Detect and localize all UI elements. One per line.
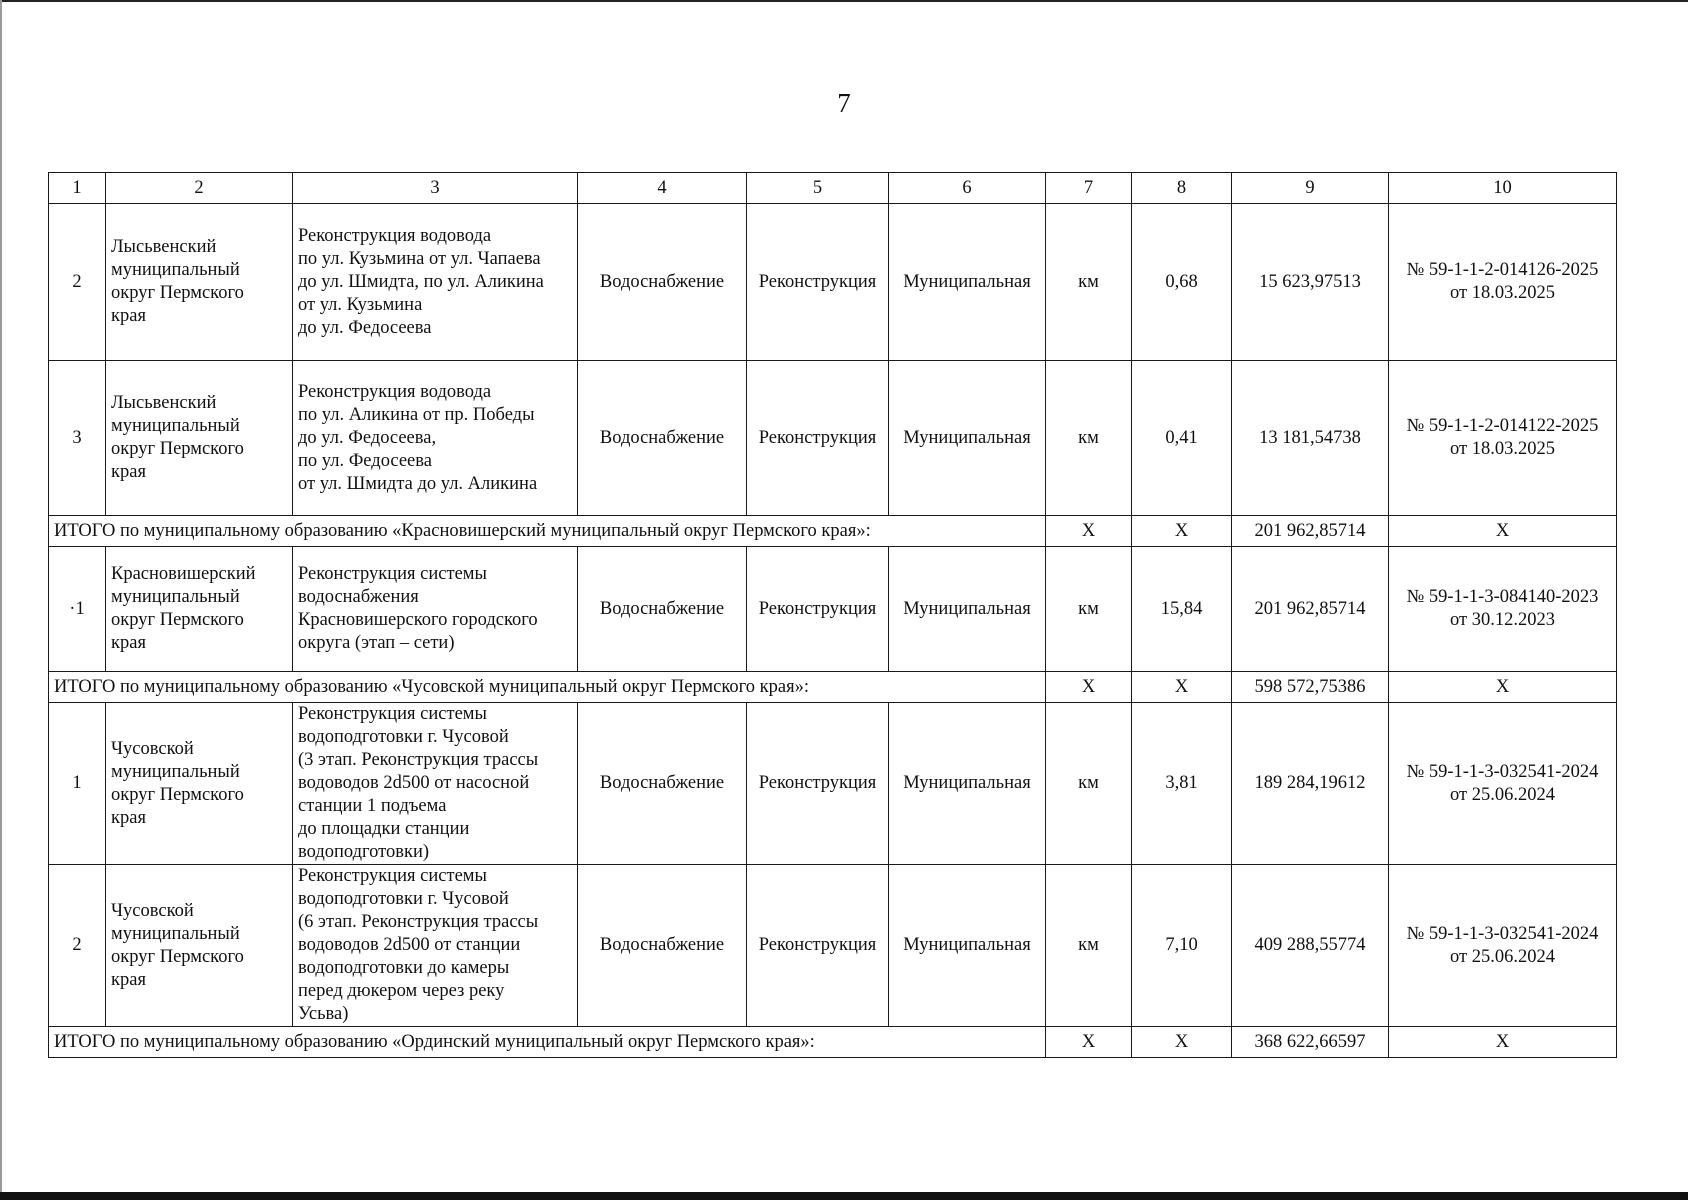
scan-edge-left xyxy=(0,0,2,1200)
district-cell: Чусовской муниципальный округ Пермского края xyxy=(106,865,293,1027)
cost-cell: 13 181,54738 xyxy=(1232,361,1389,516)
document-cell: № 59-1-1-3-032541-2024 от 25.06.2024 xyxy=(1389,865,1617,1027)
column-header-10: 10 xyxy=(1389,173,1617,204)
work-type-cell: Реконструкция xyxy=(747,547,889,672)
total-label: ИТОГО по муниципальному образованию «Чусовской муниципальный округ Пермского края»: xyxy=(49,672,1046,703)
total-col-7: X xyxy=(1046,1027,1132,1058)
ownership-cell: Муниципальная xyxy=(889,703,1046,865)
sector-cell: Водоснабжение xyxy=(578,361,747,516)
unit-cell: км xyxy=(1046,204,1132,361)
total-cost: 368 622,66597 xyxy=(1232,1027,1389,1058)
row-number: 1 xyxy=(49,703,106,865)
unit-cell: км xyxy=(1046,547,1132,672)
column-header-9: 9 xyxy=(1232,173,1389,204)
document-cell: № 59-1-1-2-014126-2025 от 18.03.2025 xyxy=(1389,204,1617,361)
unit-cell: км xyxy=(1046,361,1132,516)
cost-cell: 201 962,85714 xyxy=(1232,547,1389,672)
total-label: ИТОГО по муниципальному образованию «Ординский муниципальный округ Пермского края»: xyxy=(49,1027,1046,1058)
row-number: ·1 xyxy=(49,547,106,672)
column-header-8: 8 xyxy=(1132,173,1232,204)
column-header-4: 4 xyxy=(578,173,747,204)
object-cell: Реконструкция водовода по ул. Кузьмина от ул. Чапаева до ул. Шмидта, по ул. Аликина от ул. Кузьмина до ул. Федосеева xyxy=(293,204,578,361)
document-cell: № 59-1-1-3-084140-2023 от 30.12.2023 xyxy=(1389,547,1617,672)
ownership-cell: Муниципальная xyxy=(889,865,1046,1027)
work-type-cell: Реконструкция xyxy=(747,865,889,1027)
sector-cell: Водоснабжение xyxy=(578,204,747,361)
sector-cell: Водоснабжение xyxy=(578,547,747,672)
column-header-1: 1 xyxy=(49,173,106,204)
table-row xyxy=(49,865,1617,1027)
total-col-8: X xyxy=(1132,1027,1232,1058)
capacity-cell: 15,84 xyxy=(1132,547,1232,672)
district-cell: Чусовской муниципальный округ Пермского края xyxy=(106,703,293,865)
total-col-10: X xyxy=(1389,1027,1617,1058)
row-number: 3 xyxy=(49,361,106,516)
total-col-8: X xyxy=(1132,672,1232,703)
document-cell: № 59-1-1-2-014122-2025 от 18.03.2025 xyxy=(1389,361,1617,516)
total-col-7: X xyxy=(1046,672,1132,703)
row-number: 2 xyxy=(49,865,106,1027)
scan-edge-bottom xyxy=(0,1192,1688,1200)
row-number: 2 xyxy=(49,204,106,361)
table-row xyxy=(49,361,1617,516)
ownership-cell: Муниципальная xyxy=(889,361,1046,516)
work-type-cell: Реконструкция xyxy=(747,204,889,361)
capacity-cell: 3,81 xyxy=(1132,703,1232,865)
ownership-cell: Муниципальная xyxy=(889,204,1046,361)
work-type-cell: Реконструкция xyxy=(747,703,889,865)
sector-cell: Водоснабжение xyxy=(578,865,747,1027)
total-col-10: X xyxy=(1389,516,1617,547)
total-row xyxy=(49,1027,1617,1058)
total-cost: 598 572,75386 xyxy=(1232,672,1389,703)
total-row xyxy=(49,516,1617,547)
column-header-6: 6 xyxy=(889,173,1046,204)
district-cell: Лысьвенский муниципальный округ Пермского края xyxy=(106,204,293,361)
total-col-8: X xyxy=(1132,516,1232,547)
table-row xyxy=(49,547,1617,672)
total-col-7: X xyxy=(1046,516,1132,547)
column-number-row xyxy=(49,173,1617,204)
ownership-cell: Муниципальная xyxy=(889,547,1046,672)
object-cell: Реконструкция системы водоснабжения Красновишерского городского округа (этап – сети) xyxy=(293,547,578,672)
objects-table xyxy=(48,172,1617,1058)
unit-cell: км xyxy=(1046,865,1132,1027)
sector-cell: Водоснабжение xyxy=(578,703,747,865)
total-label: ИТОГО по муниципальному образованию «Красновишерский муниципальный округ Пермского края»: xyxy=(49,516,1046,547)
column-header-5: 5 xyxy=(747,173,889,204)
cost-cell: 409 288,55774 xyxy=(1232,865,1389,1027)
unit-cell: км xyxy=(1046,703,1132,865)
page-number: 7 xyxy=(837,88,851,118)
cost-cell: 189 284,19612 xyxy=(1232,703,1389,865)
object-cell: Реконструкция системы водоподготовки г. Чусовой (3 этап. Реконструкция трассы водоводов 2d500 от насосной станции 1 подъема до площадки станции водоподготовки) xyxy=(293,703,578,865)
object-cell: Реконструкция водовода по ул. Аликина от пр. Победы до ул. Федосеева, по ул. Федосеева от ул. Шмидта до ул. Аликина xyxy=(293,361,578,516)
table-row xyxy=(49,703,1617,865)
column-header-3: 3 xyxy=(293,173,578,204)
district-cell: Красновишерский муниципальный округ Пермского края xyxy=(106,547,293,672)
column-header-7: 7 xyxy=(1046,173,1132,204)
work-type-cell: Реконструкция xyxy=(747,361,889,516)
capacity-cell: 0,41 xyxy=(1132,361,1232,516)
column-header-2: 2 xyxy=(106,173,293,204)
capacity-cell: 0,68 xyxy=(1132,204,1232,361)
object-cell: Реконструкция системы водоподготовки г. Чусовой (6 этап. Реконструкция трассы водоводов 2d500 от станции водоподготовки до камеры перед дюкером через реку Усьва) xyxy=(293,865,578,1027)
total-row xyxy=(49,672,1617,703)
cost-cell: 15 623,97513 xyxy=(1232,204,1389,361)
total-cost: 201 962,85714 xyxy=(1232,516,1389,547)
capacity-cell: 7,10 xyxy=(1132,865,1232,1027)
document-cell: № 59-1-1-3-032541-2024 от 25.06.2024 xyxy=(1389,703,1617,865)
district-cell: Лысьвенский муниципальный округ Пермского края xyxy=(106,361,293,516)
scan-edge-top xyxy=(0,0,1688,2)
total-col-10: X xyxy=(1389,672,1617,703)
table-row xyxy=(49,204,1617,361)
